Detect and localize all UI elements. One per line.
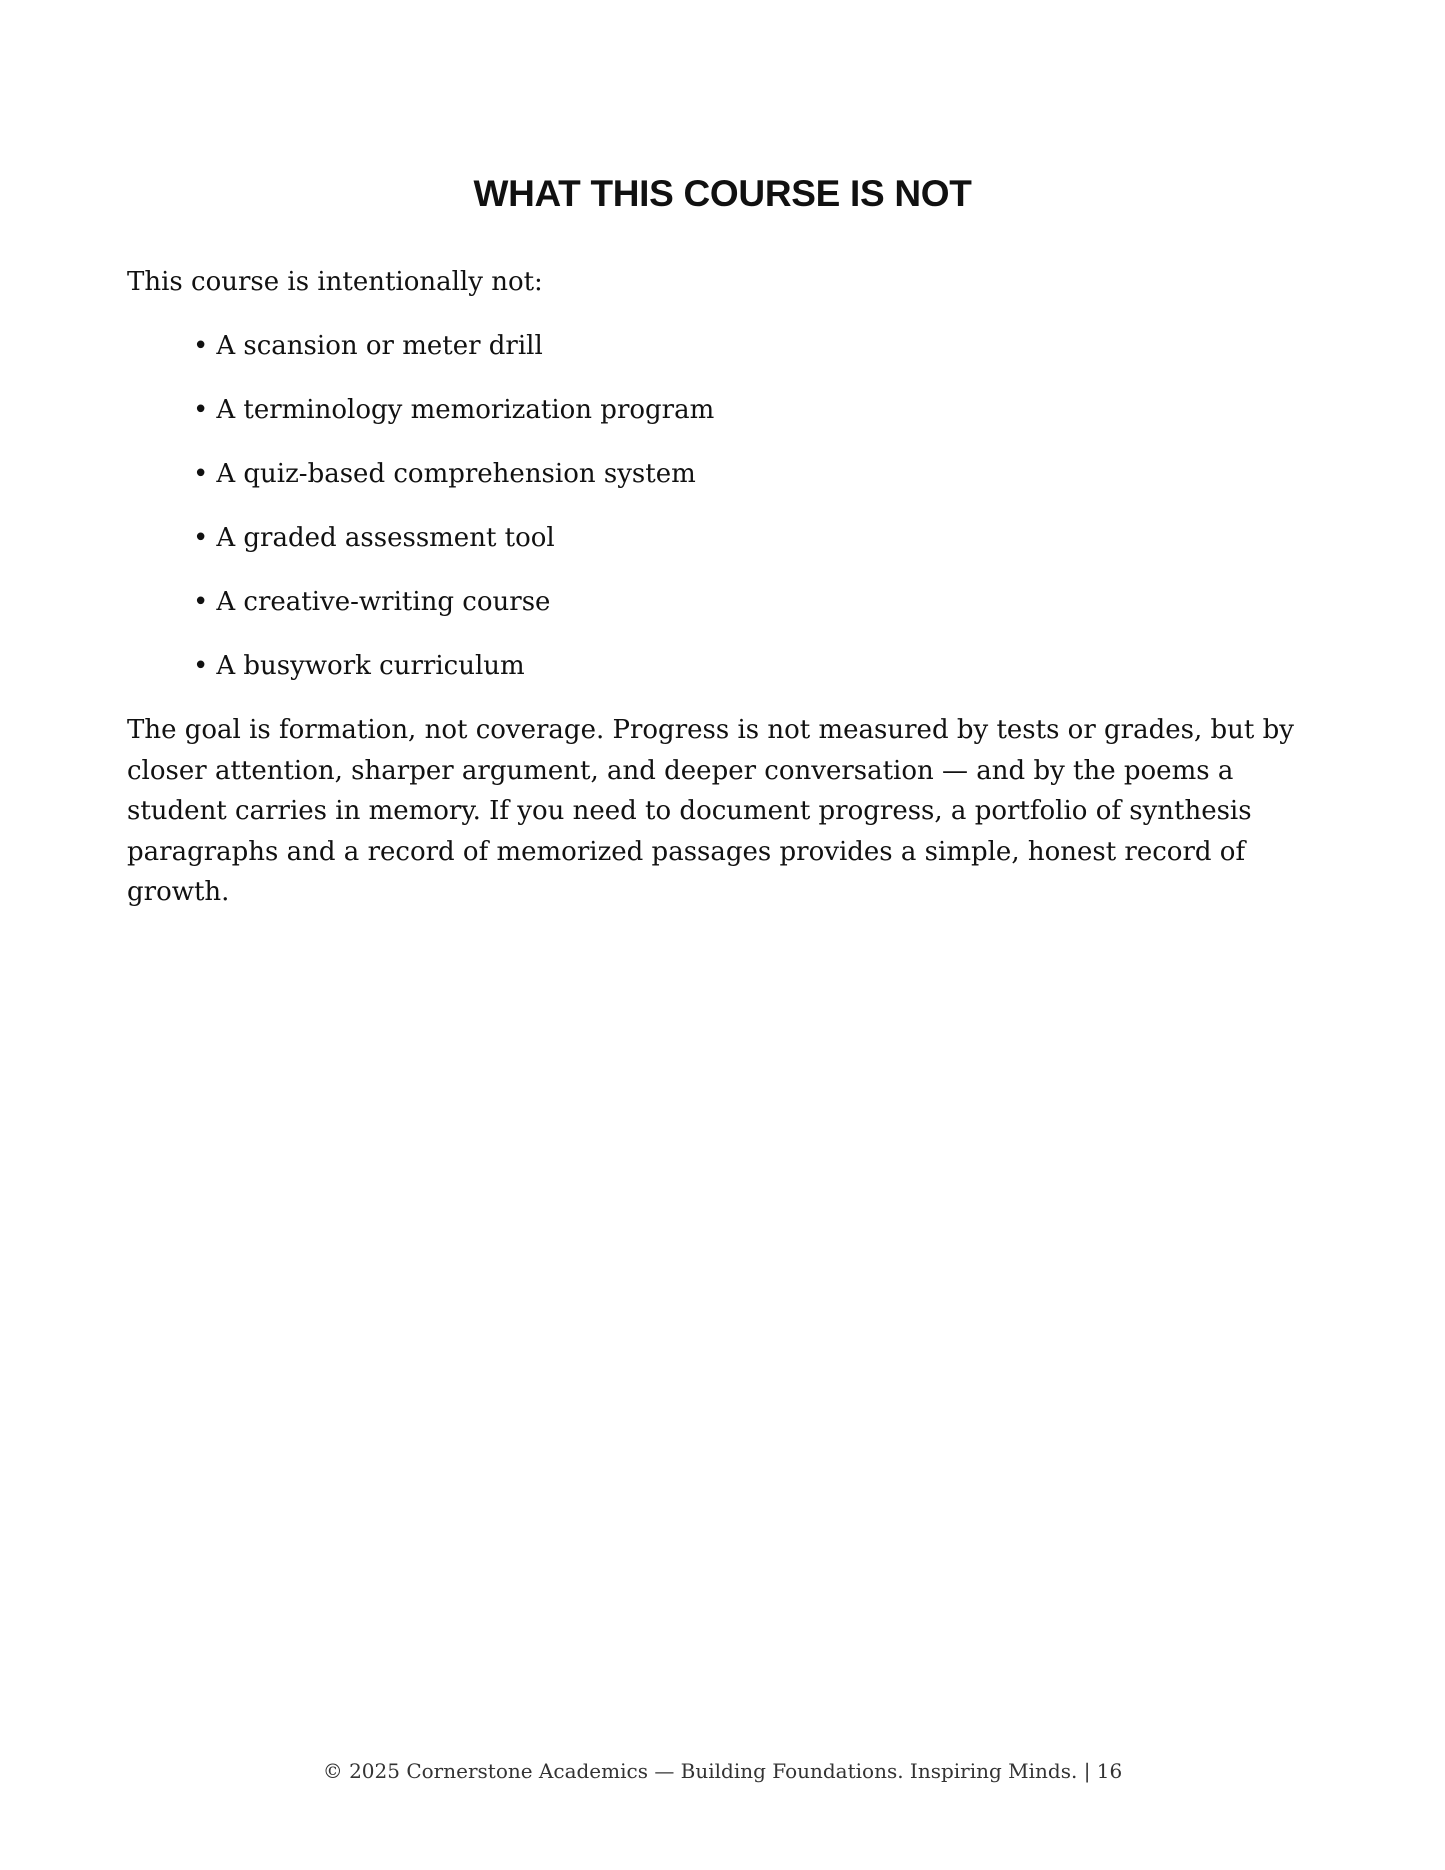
- list-item: [193, 328, 714, 392]
- list-item: [193, 392, 714, 456]
- list-item-label: A graded assessment tool: [216, 523, 555, 553]
- list-item-label: A scansion or meter drill: [216, 331, 543, 361]
- bullet-icon: •: [193, 395, 209, 425]
- bullet-icon: •: [193, 331, 209, 361]
- intro-text: This course is intentionally not:: [127, 267, 543, 297]
- list-item: [193, 456, 714, 520]
- page-footer: © 2025 Cornerstone Academics — Building Foundations. Inspiring Minds. | 16: [322, 1759, 1123, 1783]
- page-title: WHAT THIS COURSE IS NOT: [473, 173, 972, 214]
- list-item-label: A busywork curriculum: [216, 651, 525, 681]
- bullet-icon: •: [193, 523, 209, 553]
- bullet-icon: •: [193, 459, 209, 489]
- list-item: [193, 584, 714, 648]
- not-list: [193, 328, 714, 712]
- list-item-label: A terminology memorization program: [216, 395, 715, 425]
- list-item-label: A quiz-based comprehension system: [216, 459, 696, 489]
- list-item: [193, 648, 714, 712]
- list-item-label: A creative-writing course: [216, 587, 551, 617]
- bullet-icon: •: [193, 587, 209, 617]
- bullet-icon: •: [193, 651, 209, 681]
- list-item: [193, 520, 714, 584]
- closing-paragraph: The goal is formation, not coverage. Progress is not measured by tests or grades, but by closer attention, sharper argument, and deeper conversation — and by the poems a student carries in memory. If you need to document progress, a portfolio of synthesis paragraphs and a record of memorized passages provides a simple, honest record of growth.: [127, 715, 1294, 907]
